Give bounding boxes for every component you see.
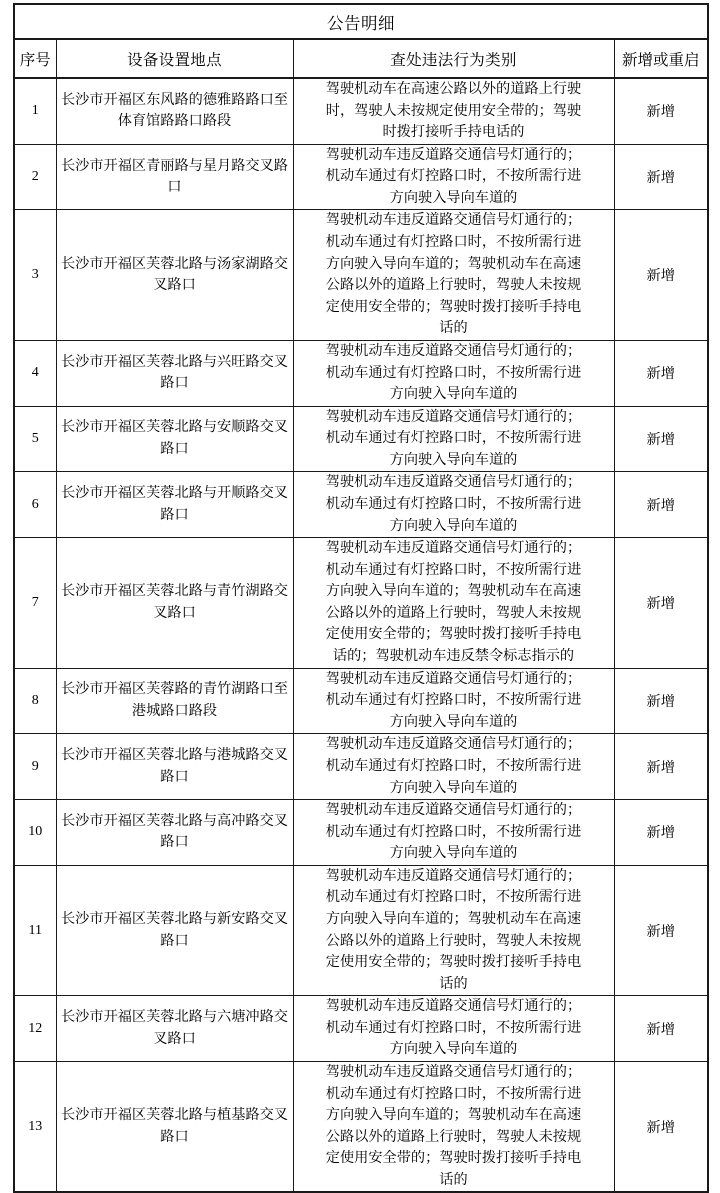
table-row: [14, 668, 708, 734]
cell-status-badge: 新增: [614, 406, 708, 472]
violation-line: 公路以外的道路上行驶时，驾驶人未按规: [325, 1128, 582, 1145]
cell-violation-types: [293, 144, 614, 210]
cell-status-badge: 新增: [614, 472, 708, 538]
cell-sequence-number: 4: [14, 340, 56, 406]
table-row: [14, 800, 708, 866]
cell-violation-types: [293, 406, 614, 472]
cell-sequence-number: 13: [14, 1062, 56, 1193]
violation-line: 驾驶机动车违反道路交通信号灯通行的；: [325, 342, 582, 359]
violation-line: 机动车通过有灯控路口时，不按所需行进: [325, 168, 582, 185]
cell-sequence-number: 1: [14, 78, 56, 144]
violation-line: 机动车通过有灯控路口时，不按所需行进: [325, 692, 582, 709]
table-row: [14, 78, 708, 144]
cell-status-badge: 新增: [614, 800, 708, 866]
violation-line: 公路以外的道路上行驶时，驾驶人未按规: [325, 277, 582, 294]
violation-line: 机动车通过有灯控路口时，不按所需行进: [325, 889, 582, 906]
violation-line: 机动车通过有灯控路口时，不按所需行进: [325, 430, 582, 447]
cell-violation-types: [293, 472, 614, 538]
violation-line: 时拨打接听手持电话的: [382, 124, 525, 141]
violation-line: 话的: [439, 320, 468, 337]
cell-violation-types: [293, 800, 614, 866]
title-row: [14, 4, 708, 39]
cell-device-location: 长沙市开福区芙蓉北路与开顺路交叉路口: [56, 472, 293, 538]
cell-sequence-number: 3: [14, 210, 56, 340]
cell-status-badge: 新增: [614, 340, 708, 406]
violation-line: 方向驶入导向车道的: [389, 845, 518, 862]
violation-line: 驾驶机动车违反道路交通信号灯通行的；: [325, 736, 582, 753]
violation-line: 公路以外的道路上行驶时，驾驶人未按规: [325, 604, 582, 621]
cell-device-location: 长沙市开福区芙蓉北路与汤家湖路交叉路口: [56, 210, 293, 340]
table-row: [14, 210, 708, 340]
violation-line: 时，驾驶人未按规定使用安全带的；驾驶: [325, 102, 582, 119]
violation-line: 机动车通过有灯控路口时，不按所需行进: [325, 1085, 582, 1102]
announcement-detail-table: [13, 3, 709, 1193]
column-header-violation-type: 查处违法行为类别: [293, 39, 614, 78]
cell-violation-types: [293, 865, 614, 995]
table-row: [14, 340, 708, 406]
cell-device-location: 长沙市开福区芙蓉北路与港城路交叉路口: [56, 734, 293, 800]
violation-line: 机动车通过有灯控路口时，不按所需行进: [325, 234, 582, 251]
violation-line: 驾驶机动车违反道路交通信号灯通行的；: [325, 212, 582, 229]
page-title: 公告明细: [14, 4, 708, 39]
violation-line: 机动车通过有灯控路口时，不按所需行进: [325, 823, 582, 840]
table-row: [14, 144, 708, 210]
violation-line: 机动车通过有灯控路口时，不按所需行进: [325, 561, 582, 578]
cell-sequence-number: 2: [14, 144, 56, 210]
cell-status-badge: 新增: [614, 996, 708, 1062]
violation-line: 驾驶机动车在高速公路以外的道路上行驶: [325, 81, 582, 97]
cell-violation-types: [293, 1062, 614, 1193]
cell-violation-types: [293, 734, 614, 800]
violation-line: 方向驶入导向车道的；驾驶机动车在高速: [325, 1107, 582, 1124]
column-header-row: [14, 39, 708, 78]
violation-line: 定使用安全带的；驾驶时拨打接听手持电: [325, 954, 582, 971]
cell-sequence-number: 10: [14, 800, 56, 866]
violation-line: 驾驶机动车违反道路交通信号灯通行的；: [325, 670, 582, 687]
cell-device-location: 长沙市开福区芙蓉路的青竹湖路口至港城路口路段: [56, 668, 293, 734]
cell-status-badge: 新增: [614, 144, 708, 210]
cell-status-badge: 新增: [614, 78, 708, 144]
cell-device-location: 长沙市开福区芙蓉北路与兴旺路交叉路口: [56, 340, 293, 406]
violation-line: 驾驶机动车违反道路交通信号灯通行的；: [325, 1064, 582, 1081]
violation-line: 方向驶入导向车道的: [389, 1041, 518, 1058]
violation-line: 驾驶机动车违反道路交通信号灯通行的；: [325, 540, 582, 557]
cell-violation-types: [293, 340, 614, 406]
cell-device-location: 长沙市开福区东风路的德雅路路口至体育馆路路口路段: [56, 78, 293, 144]
column-header-status: 新增或重启: [614, 39, 708, 78]
column-header-location: 设备设置地点: [56, 39, 293, 78]
cell-violation-types: [293, 210, 614, 340]
violation-line: 方向驶入导向车道的；驾驶机动车在高速: [325, 583, 582, 600]
cell-sequence-number: 9: [14, 734, 56, 800]
violation-line: 机动车通过有灯控路口时，不按所需行进: [325, 364, 582, 381]
notice-table-wrapper: [13, 3, 707, 1193]
table-row: [14, 996, 708, 1062]
table-row: [14, 865, 708, 995]
violation-line: 驾驶机动车违反道路交通信号灯通行的；: [325, 867, 582, 884]
violation-line: 驾驶机动车违反道路交通信号灯通行的；: [325, 146, 582, 163]
violation-line: 定使用安全带的；驾驶时拨打接听手持电: [325, 626, 582, 643]
table-row: [14, 472, 708, 538]
cell-violation-types: [293, 78, 614, 144]
cell-status-badge: 新增: [614, 668, 708, 734]
cell-sequence-number: 7: [14, 538, 56, 668]
violation-line: 定使用安全带的；驾驶时拨打接听手持电: [325, 298, 582, 315]
cell-status-badge: 新增: [614, 865, 708, 995]
violation-line: 方向驶入导向车道的: [389, 779, 518, 796]
violation-line: 公路以外的道路上行驶时，驾驶人未按规: [325, 932, 582, 949]
violation-line: 方向驶入导向车道的: [389, 517, 518, 534]
cell-status-badge: 新增: [614, 538, 708, 668]
table-header: [14, 4, 708, 78]
violation-line: 驾驶机动车违反道路交通信号灯通行的；: [325, 802, 582, 819]
violation-line: 驾驶机动车违反道路交通信号灯通行的；: [325, 408, 582, 425]
cell-device-location: 长沙市开福区芙蓉北路与植基路交叉路口: [56, 1062, 293, 1193]
cell-violation-types: [293, 538, 614, 668]
cell-device-location: 长沙市开福区芙蓉北路与高冲路交叉路口: [56, 800, 293, 866]
column-header-seq: 序号: [14, 39, 56, 78]
table-row: [14, 1062, 708, 1193]
cell-device-location: 长沙市开福区芙蓉北路与青竹湖路交叉路口: [56, 538, 293, 668]
violation-line: 话的；驾驶机动车违反禁令标志指示的: [332, 648, 575, 665]
violation-line: 机动车通过有灯控路口时，不按所需行进: [325, 495, 582, 512]
cell-violation-types: [293, 668, 614, 734]
cell-violation-types: [293, 996, 614, 1062]
table-row: [14, 538, 708, 668]
violation-line: 机动车通过有灯控路口时，不按所需行进: [325, 757, 582, 774]
cell-device-location: 长沙市开福区芙蓉北路与六塘冲路交叉路口: [56, 996, 293, 1062]
cell-status-badge: 新增: [614, 210, 708, 340]
cell-device-location: 长沙市开福区芙蓉北路与新安路交叉路口: [56, 865, 293, 995]
violation-line: 驾驶机动车违反道路交通信号灯通行的；: [325, 474, 582, 491]
cell-status-badge: 新增: [614, 1062, 708, 1193]
cell-sequence-number: 6: [14, 472, 56, 538]
violation-line: 方向驶入导向车道的；驾驶机动车在高速: [325, 255, 582, 272]
table-body: [14, 78, 708, 1192]
cell-sequence-number: 5: [14, 406, 56, 472]
violation-line: 方向驶入导向车道的；驾驶机动车在高速: [325, 910, 582, 927]
violation-line: 方向驶入导向车道的: [389, 386, 518, 403]
violation-line: 驾驶机动车违反道路交通信号灯通行的；: [325, 998, 582, 1015]
violation-line: 话的: [439, 975, 468, 992]
cell-sequence-number: 8: [14, 668, 56, 734]
violation-line: 话的: [439, 1171, 468, 1188]
table-row: [14, 734, 708, 800]
violation-line: 机动车通过有灯控路口时，不按所需行进: [325, 1019, 582, 1036]
cell-device-location: 长沙市开福区青丽路与星月路交叉路口: [56, 144, 293, 210]
cell-device-location: 长沙市开福区芙蓉北路与安顺路交叉路口: [56, 406, 293, 472]
violation-line: 方向驶入导向车道的: [389, 713, 518, 730]
violation-line: 方向驶入导向车道的: [389, 451, 518, 468]
table-row: [14, 406, 708, 472]
cell-sequence-number: 11: [14, 865, 56, 995]
cell-status-badge: 新增: [614, 734, 708, 800]
cell-sequence-number: 12: [14, 996, 56, 1062]
violation-line: 定使用安全带的；驾驶时拨打接听手持电: [325, 1150, 582, 1167]
violation-line: 方向驶入导向车道的: [389, 189, 518, 206]
